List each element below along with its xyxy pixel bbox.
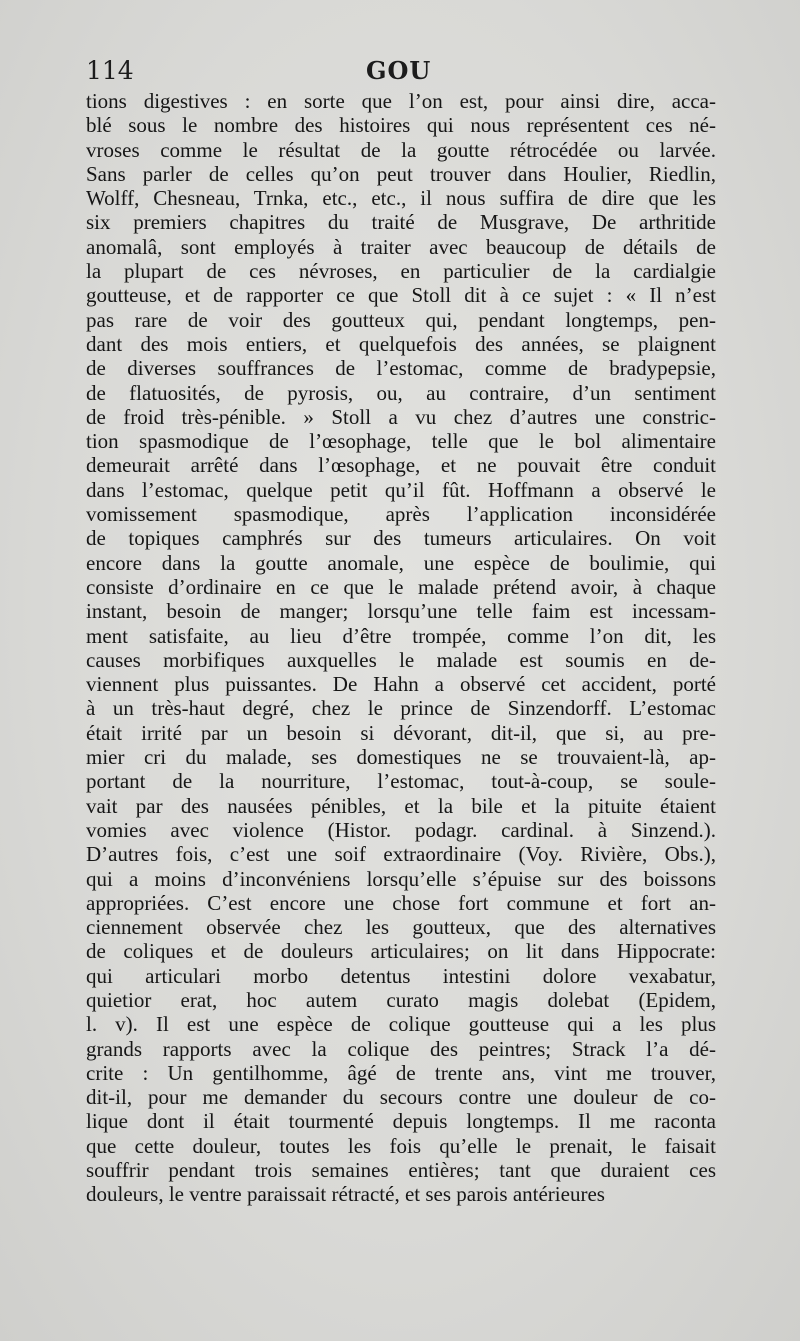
- text-line: dit-il, pour me demander du secours contre une douleur de co-: [86, 1085, 716, 1110]
- text-line: vomies avec violence (Histor. podagr. cardinal. à Sinzend.).: [86, 817, 716, 842]
- text-line: six premiers chapitres du traité de Musgrave, De arthritide: [86, 210, 716, 235]
- text-line: encore dans la goutte anomale, une espèce de boulimie, qui: [86, 550, 716, 575]
- text-line: qui a moins d’inconvéniens lorsqu’elle s’épuise sur des boissons: [86, 866, 716, 891]
- text-line: de coliques et de douleurs articulaires; on lit dans Hippocrate:: [86, 939, 716, 964]
- text-line: goutteuse, et de rapporter ce que Stoll dit à ce sujet : « Il n’est: [86, 283, 716, 308]
- text-line: appropriées. C’est encore une chose fort commune et fort an-: [86, 890, 716, 915]
- text-line: ciennement observée chez les goutteux, que des alternatives: [86, 915, 716, 940]
- text-line: D’autres fois, c’est une soif extraordinaire (Voy. Rivière, Obs.),: [86, 842, 716, 867]
- text-line: dans l’estomac, quelque petit qu’il fût. Hoffmann a observé le: [86, 477, 716, 502]
- text-line: souffrir pendant trois semaines entières; tant que duraient ces: [86, 1158, 716, 1183]
- text-line: à un très-haut degré, chez le prince de Sinzendorff. L’estomac: [86, 696, 716, 721]
- text-line: de diverses souffrances de l’estomac, comme de bradypepsie,: [86, 356, 716, 381]
- text-line: crite : Un gentilhomme, âgé de trente ans, vint me trouver,: [86, 1060, 716, 1085]
- text-line: pas rare de voir des goutteux qui, pendant longtemps, pen-: [86, 307, 716, 332]
- text-line: grands rapports avec la colique des peintres; Strack l’a dé-: [86, 1036, 716, 1061]
- text-line: était irrité par un besoin si dévorant, dit-il, que si, au pre-: [86, 720, 716, 745]
- text-line: Sans parler de celles qu’on peut trouver dans Houlier, Riedlin,: [86, 161, 716, 186]
- page-header: [86, 56, 716, 88]
- text-line: vait par des nausées pénibles, et la bile et la pituite étaient: [86, 793, 716, 818]
- page-number: 114: [86, 56, 134, 85]
- text-line: ment satisfaite, au lieu d’être trompée, comme l’on dit, les: [86, 623, 716, 648]
- text-line: lique dont il était tourmenté depuis longtemps. Il me raconta: [86, 1109, 716, 1134]
- text-line: portant de la nourriture, l’estomac, tout-à-coup, se soule-: [86, 769, 716, 794]
- text-line: de flatuosités, de pyrosis, ou, au contraire, d’un sentiment: [86, 380, 716, 405]
- text-line: dant des mois entiers, et quelquefois des années, se plaignent: [86, 331, 716, 356]
- text-line: consiste d’ordinaire en ce que le malade prétend avoir, à chaque: [86, 574, 716, 599]
- text-line: que cette douleur, toutes les fois qu’elle le prenait, le faisait: [86, 1133, 716, 1158]
- text-line: qui articulari morbo detentus intestini dolore vexabatur,: [86, 963, 716, 988]
- text-line: vomissement spasmodique, après l’application inconsidérée: [86, 502, 716, 527]
- text-line: tion spasmodique de l’œsophage, telle que le bol alimentaire: [86, 429, 716, 454]
- text-line: viennent plus puissantes. De Hahn a observé cet accident, porté: [86, 672, 716, 697]
- text-line: mier cri du malade, ses domestiques ne se trouvaient-là, ap-: [86, 745, 716, 770]
- text-line: instant, besoin de manger; lorsqu’une telle faim est incessam-: [86, 599, 716, 624]
- text-line: de topiques camphrés sur des tumeurs articulaires. On voit: [86, 526, 716, 551]
- text-line: quietior erat, hoc autem curato magis dolebat (Epidem,: [86, 987, 716, 1012]
- text-line: blé sous le nombre des histoires qui nous représentent ces né-: [86, 113, 716, 138]
- body-text: [86, 89, 716, 1207]
- text-line: tions digestives : en sorte que l’on est, pour ainsi dire, acca-: [86, 89, 716, 113]
- running-head: GOU: [366, 56, 432, 85]
- text-line: demeurait arrêté dans l’œsophage, et ne pouvait être conduit: [86, 453, 716, 478]
- text-line: causes morbifiques auxquelles le malade est soumis en de-: [86, 647, 716, 672]
- text-line: vroses comme le résultat de la goutte rétrocédée ou larvée.: [86, 137, 716, 162]
- text-line: l. v). Il est une espèce de colique goutteuse qui a les plus: [86, 1012, 716, 1037]
- text-line: de froid très-pénible. » Stoll a vu chez d’autres une constric-: [86, 404, 716, 429]
- text-line: Wolff, Chesneau, Trnka, etc., etc., il nous suffira de dire que les: [86, 186, 716, 211]
- text-line: douleurs, le ventre paraissait rétracté, et ses parois antérieures: [86, 1182, 605, 1207]
- text-line: la plupart de ces névroses, en particulier de la cardialgie: [86, 259, 716, 284]
- text-line: anomalâ, sont employés à traiter avec beaucoup de détails de: [86, 234, 716, 259]
